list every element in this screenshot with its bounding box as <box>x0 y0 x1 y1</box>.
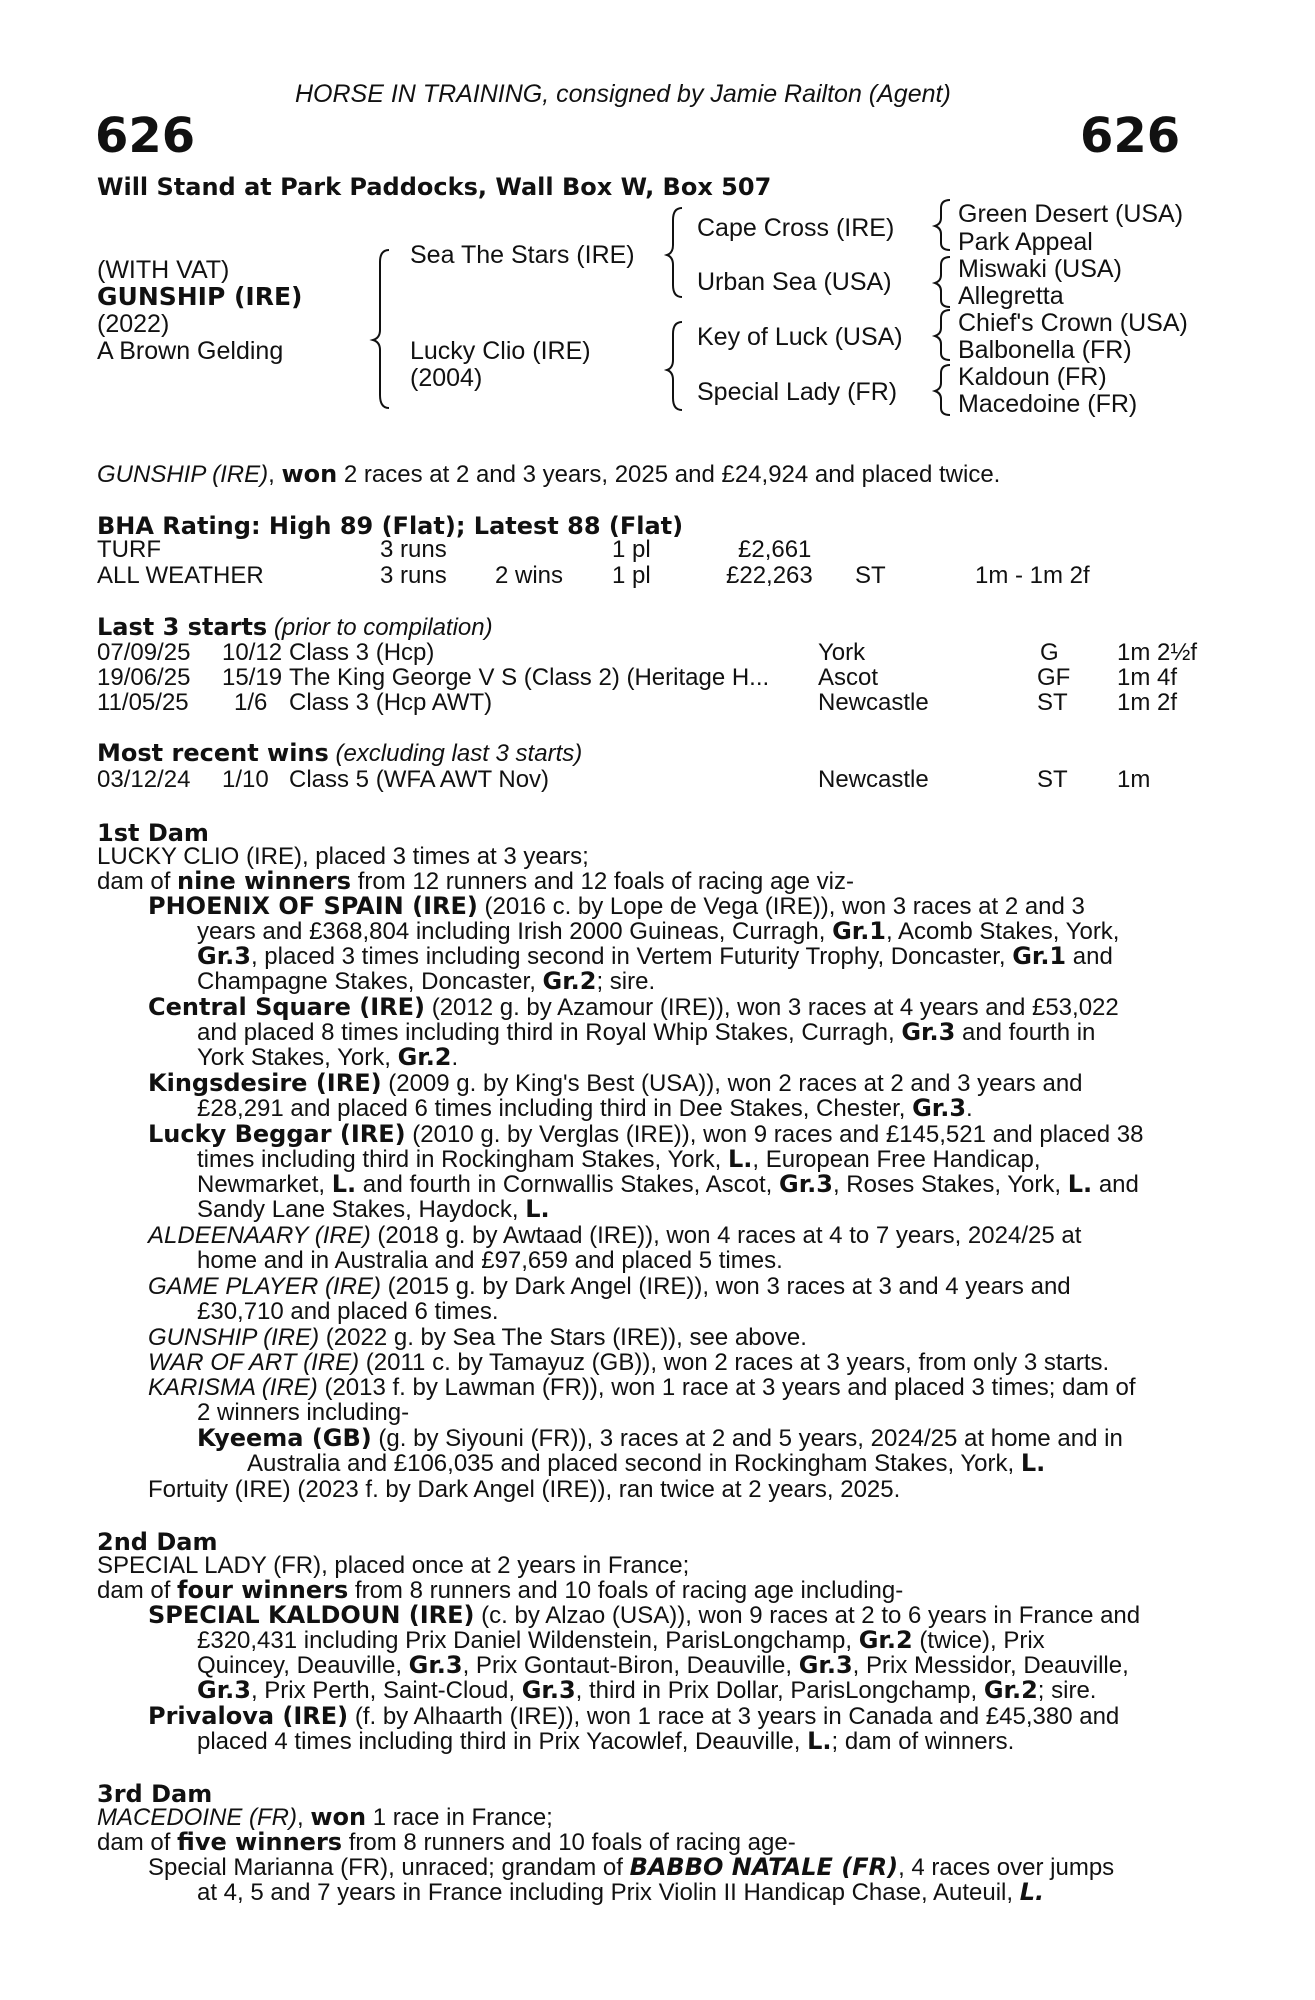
third-dam-line2-a: dam of <box>97 1829 178 1856</box>
war-text1: (2011 c. by Tamayuz (GB)), won 2 races at 3 years, from only 3 starts. <box>359 1349 1110 1376</box>
second-dam-line2-c: from 8 runners and 10 foals of racing age including- <box>348 1577 904 1604</box>
progeny-sk-l3 <box>197 1653 1129 1679</box>
start-1-distance: 1m 2½f <box>1117 639 1198 666</box>
consignor-line: HORSE IN TRAINING, consigned by Jamie Railton (Agent) <box>295 80 951 108</box>
second-dam-heading: 2nd Dam <box>97 1528 218 1556</box>
sm-l1-b: , 4 races over jumps <box>898 1854 1115 1881</box>
kyeema-text1: (g. by Siyouni (FR)), 3 races at 2 and 5 years, 2024/25 at home and in <box>371 1425 1123 1452</box>
lucky-listed-1: L. <box>727 1145 753 1173</box>
lucky-gr3: Gr.3 <box>779 1170 833 1198</box>
win-1-date: 03/12/24 <box>97 766 191 793</box>
progeny-sk-l4 <box>197 1678 1096 1704</box>
pedigree-g1: Green Desert (USA) <box>958 200 1184 228</box>
first-dam-line2-a: dam of <box>97 868 178 895</box>
horse-name: GUNSHIP (IRE) <box>97 282 303 311</box>
sk-gr3d: Gr.3 <box>521 1676 576 1704</box>
progeny-war-name: WAR OF ART (IRE) <box>148 1349 360 1376</box>
lucky-l2-a: times including third in Rockingham Stakes, York, <box>197 1146 728 1173</box>
sk-gr3c: Gr.3 <box>197 1676 251 1704</box>
turf-placed: 1 pl <box>612 536 651 563</box>
stable-location: Will Stand at Park Paddocks, Wall Box W, Box 507 <box>97 173 772 201</box>
second-dam-line2-a: dam of <box>97 1577 178 1604</box>
third-dam-heading: 3rd Dam <box>97 1780 213 1808</box>
horse-description: A Brown Gelding <box>97 337 284 365</box>
start-3-race: Class 3 (Hcp AWT) <box>289 689 493 716</box>
third-dam-line2 <box>97 1830 796 1856</box>
aw-surface: ALL WEATHER <box>97 562 264 589</box>
aw-earnings: £22,263 <box>726 562 813 589</box>
sk-l2-a: £320,431 including Prix Daniel Wildenstein, ParisLongchamp, <box>197 1627 859 1654</box>
start-2-course: Ascot <box>818 664 879 691</box>
progeny-alde-l2: home and in Australia and £97,659 and placed 5 times. <box>197 1247 783 1274</box>
progeny-gunship <box>148 1325 807 1351</box>
sk-text1: (c. by Alzao (USA)), won 9 races at 2 to 6 years in France and <box>474 1602 1141 1629</box>
pedigree-g7: Kaldoun (FR) <box>958 363 1107 391</box>
lucky-l4-a: Sandy Lane Stakes, Haydock, <box>197 1196 526 1223</box>
phoenix-gr1b: Gr.1 <box>1012 942 1067 970</box>
aw-going: ST <box>855 562 886 589</box>
kings-l2-a: £28,291 and placed 6 times including third in Dee Stakes, Chester, <box>197 1095 913 1122</box>
progeny-phoenix-l3 <box>197 944 1113 970</box>
pv-listed: L. <box>807 1727 832 1755</box>
sm-l2-a: at 4, 5 and 7 years in France including Prix Violin II Handicap Chase, Auteuil, <box>197 1879 1020 1906</box>
lucky-l2-b: , European Free Handicap, <box>752 1146 1041 1173</box>
turf-earnings: £2,661 <box>738 536 812 563</box>
lucky-l3-b: and fourth in Cornwallis Stakes, Ascot, <box>356 1171 779 1198</box>
progeny-lucky-l3 <box>197 1172 1139 1198</box>
progeny-sk-name: SPECIAL KALDOUN (IRE) <box>148 1601 475 1629</box>
progeny-sm-l1 <box>148 1855 1114 1881</box>
progeny-kyeema-l2 <box>247 1451 1045 1477</box>
central-l3-a: York Stakes, York, <box>197 1044 398 1071</box>
pedigree-sire: Sea The Stars (IRE) <box>410 241 635 269</box>
win-1-course: Newcastle <box>818 766 929 793</box>
progeny-pv-l2 <box>197 1729 1014 1755</box>
lucky-listed-4: L. <box>525 1195 550 1223</box>
third-dam-sep: , <box>297 1804 311 1831</box>
aw-distance: 1m - 1m 2f <box>975 562 1090 589</box>
phoenix-gr3: Gr.3 <box>197 942 251 970</box>
sk-l4-b: , third in Prix Dollar, ParisLongchamp, <box>575 1677 984 1704</box>
progeny-central-l1 <box>148 995 1119 1021</box>
summary-name: GUNSHIP (IRE) <box>97 461 269 488</box>
third-dam-line1 <box>97 1805 553 1831</box>
progeny-game-name: GAME PLAYER (IRE) <box>148 1273 381 1300</box>
phoenix-l3-a: , placed 3 times including second in Vertem Futurity Trophy, Doncaster, <box>250 943 1013 970</box>
progeny-pv-l1 <box>148 1704 1119 1730</box>
progeny-sk-l1 <box>148 1603 1140 1629</box>
phoenix-l3-b: and <box>1066 943 1113 970</box>
pedigree-g2: Park Appeal <box>958 228 1093 256</box>
recent-wins-title: Most recent wins <box>97 739 329 767</box>
lot-number-left: 626 <box>95 108 196 164</box>
third-dam-winners-count: five winners <box>177 1828 343 1856</box>
progeny-game-l2: £30,710 and placed 6 times. <box>197 1298 499 1325</box>
progeny-kings-name: Kingsdesire (IRE) <box>148 1069 382 1097</box>
race-summary: GUNSHIP (IRE), won 2 races at 2 and 3 years, 2025 and £24,924 and placed twice. <box>97 460 1001 488</box>
start-2-pos: 15/19 <box>222 664 283 691</box>
win-1-race: Class 5 (WFA AWT Nov) <box>289 766 550 793</box>
lucky-l3-d: and <box>1092 1171 1139 1198</box>
turf-runs: 3 runs <box>380 536 447 563</box>
sm-babbo-natale: BABBO NATALE (FR) <box>629 1853 899 1881</box>
win-1-going: ST <box>1037 766 1068 793</box>
sk-gr3b: Gr.3 <box>798 1651 853 1679</box>
first-dam-heading: 1st Dam <box>97 819 209 847</box>
kings-text1: (2009 g. by King's Best (USA)), won 2 races at 2 and 3 years and <box>381 1070 1083 1097</box>
summary-won: won <box>281 460 338 488</box>
lot-number-right: 626 <box>1080 108 1181 164</box>
start-2-date: 19/06/25 <box>97 664 191 691</box>
sk-l4-c: ; sire. <box>1037 1677 1097 1704</box>
progeny-central-name: Central Square (IRE) <box>148 993 426 1021</box>
recent-wins-note: (excluding last 3 starts) <box>328 740 583 767</box>
aw-placed: 1 pl <box>612 562 651 589</box>
progeny-karisma-l1 <box>148 1375 1136 1401</box>
phoenix-gr1: Gr.1 <box>832 917 887 945</box>
vat-status: (WITH VAT) <box>97 256 230 284</box>
start-1-race: Class 3 (Hcp) <box>289 639 435 666</box>
phoenix-gr2: Gr.2 <box>542 967 597 995</box>
pedigree-g8: Macedoine (FR) <box>958 390 1138 418</box>
lucky-text1: (2010 g. by Verglas (IRE)), won 9 races and £145,521 and placed 38 <box>405 1121 1144 1148</box>
progeny-karisma-name: KARISMA (IRE) <box>148 1374 318 1401</box>
start-3-distance: 1m 2f <box>1117 689 1178 716</box>
third-dam-won: won <box>310 1803 367 1831</box>
central-text1: (2012 g. by Azamour (IRE)), won 3 races at 4 years and £53,022 <box>425 994 1119 1021</box>
sk-gr3a: Gr.3 <box>408 1651 463 1679</box>
progeny-kings-l2 <box>197 1096 973 1122</box>
turf-surface: TURF <box>97 536 161 563</box>
second-dam-line1: SPECIAL LADY (FR), placed once at 2 years in France; <box>97 1552 690 1579</box>
first-dam-winners-count: nine winners <box>177 867 352 895</box>
progeny-alde-l1 <box>148 1223 1081 1249</box>
progeny-lucky-l2 <box>197 1147 1041 1173</box>
second-dam-winners-count: four winners <box>177 1576 349 1604</box>
progeny-kyeema-name: Kyeema (GB) <box>197 1424 372 1452</box>
win-1-distance: 1m <box>1117 766 1151 793</box>
third-dam-line1-rest: 1 race in France; <box>366 1804 553 1831</box>
pedigree-g3: Miswaki (USA) <box>958 255 1122 283</box>
phoenix-l2-a: years and £368,804 including Irish 2000 Guineas, Curragh, <box>197 918 833 945</box>
start-1-going: G <box>1040 639 1059 666</box>
pv-l2-b: ; dam of winners. <box>831 1728 1015 1755</box>
kyeema-listed: L. <box>1020 1449 1046 1477</box>
recent-wins-heading <box>97 741 582 767</box>
progeny-phoenix-text1: (2016 c. by Lope de Vega (IRE)), won 3 races at 2 and 3 <box>477 893 1085 920</box>
central-l3-b: . <box>451 1044 459 1071</box>
win-1-pos: 1/10 <box>222 766 269 793</box>
progeny-kings-l1 <box>148 1071 1083 1097</box>
first-dam-line2-c: from 12 runners and 12 foals of racing age viz- <box>351 868 854 895</box>
kings-l2-b: . <box>966 1095 973 1122</box>
first-dam-line1: LUCKY CLIO (IRE), placed 3 times at 3 years; <box>97 843 589 870</box>
start-3-date: 11/05/25 <box>97 689 189 716</box>
phoenix-l4-a: Champagne Stakes, Doncaster, <box>197 968 543 995</box>
aw-runs: 3 runs <box>380 562 447 589</box>
pedigree-g4: Allegretta <box>958 282 1064 310</box>
start-2-distance: 1m 4f <box>1117 664 1178 691</box>
sm-l1-a: Special Marianna (FR), unraced; grandam of <box>148 1854 630 1881</box>
start-3-course: Newcastle <box>818 689 929 716</box>
progeny-lucky-name: Lucky Beggar (IRE) <box>148 1120 406 1148</box>
lucky-l3-c: , Roses Stakes, York, <box>832 1171 1068 1198</box>
first-dam-line2 <box>97 869 854 895</box>
progeny-central-l3 <box>197 1045 458 1071</box>
sk-l3-a: Quincey, Deauville, <box>197 1652 409 1679</box>
start-2-going: GF <box>1037 664 1071 691</box>
kyeema-l2-a: Australia and £106,035 and placed second in Rockingham Stakes, York, <box>247 1450 1021 1477</box>
sk-l2-b: (twice), Prix <box>912 1627 1045 1654</box>
central-l2-a: and placed 8 times including third in Royal Whip Stakes, Curragh, <box>197 1019 902 1046</box>
central-gr3: Gr.3 <box>901 1018 956 1046</box>
second-dam-line2 <box>97 1578 903 1604</box>
last-starts-note: (prior to compilation) <box>267 614 493 641</box>
start-1-pos: 10/12 <box>222 639 283 666</box>
sk-l3-b: , Prix Gontaut-Biron, Deauville, <box>462 1652 799 1679</box>
progeny-gunship-name: GUNSHIP (IRE) <box>148 1324 320 1351</box>
central-gr2: Gr.2 <box>397 1043 452 1071</box>
progeny-karisma-l2: 2 winners including- <box>197 1399 410 1426</box>
progeny-phoenix-l1 <box>148 894 1085 920</box>
progeny-phoenix-name: PHOENIX OF SPAIN (IRE) <box>148 892 478 920</box>
sk-l3-c: , Prix Messidor, Deauville, <box>852 1652 1129 1679</box>
pedigree-dam-sire: Key of Luck (USA) <box>697 323 903 351</box>
pedigree-g6: Balbonella (FR) <box>958 336 1132 364</box>
progeny-war <box>148 1350 1109 1376</box>
pedigree-dam-dam: Special Lady (FR) <box>697 378 898 406</box>
sm-listed: L. <box>1019 1878 1045 1906</box>
lucky-l3-a: Newmarket, <box>197 1171 332 1198</box>
horse-year: (2022) <box>97 310 170 338</box>
pv-text1: (f. by Alhaarth (IRE)), won 1 race at 3 years in Canada and £45,380 and <box>348 1703 1120 1730</box>
progeny-kyeema-l1 <box>197 1426 1123 1452</box>
phoenix-l2-b: , Acomb Stakes, York, <box>886 918 1120 945</box>
progeny-sm-l2 <box>197 1880 1044 1906</box>
kings-gr3: Gr.3 <box>912 1094 967 1122</box>
last-starts-heading <box>97 615 493 641</box>
bha-rating-heading: BHA Rating: High 89 (Flat); Latest 88 (Flat) <box>97 512 684 540</box>
game-text1: (2015 g. by Dark Angel (IRE)), won 3 races at 3 and 4 years and <box>380 1273 1071 1300</box>
karisma-text1: (2013 f. by Lawman (FR)), won 1 race at 3 years and placed 3 times; dam of <box>317 1374 1136 1401</box>
sk-gr2b: Gr.2 <box>983 1676 1038 1704</box>
start-3-going: ST <box>1037 689 1068 716</box>
last-starts-title: Last 3 starts <box>97 613 268 641</box>
progeny-fortuity: Fortuity (IRE) (2023 f. by Dark Angel (IRE)), ran twice at 2 years, 2025. <box>148 1476 901 1503</box>
progeny-pv-name: Privalova (IRE) <box>148 1702 349 1730</box>
summary-rest: 2 races at 2 and 3 years, 2025 and £24,924 and placed twice. <box>337 461 1001 488</box>
progeny-game-l1 <box>148 1274 1071 1300</box>
progeny-phoenix-l2 <box>197 919 1119 945</box>
progeny-alde-name: ALDEENAARY (IRE) <box>148 1222 371 1249</box>
central-l2-b: and fourth in <box>955 1019 1096 1046</box>
progeny-central-l2 <box>197 1020 1095 1046</box>
sk-gr2: Gr.2 <box>858 1626 913 1654</box>
alde-text1: (2018 g. by Awtaad (IRE)), won 4 races at 4 to 7 years, 2024/25 at <box>370 1222 1082 1249</box>
pedigree-g5: Chief's Crown (USA) <box>958 309 1188 337</box>
start-2-race: The King George V S (Class 2) (Heritage H... <box>289 664 770 691</box>
pedigree-sire-sire: Cape Cross (IRE) <box>697 214 895 242</box>
pedigree-sire-dam: Urban Sea (USA) <box>697 268 892 296</box>
lucky-listed-3: L. <box>1067 1170 1093 1198</box>
start-3-pos: 1/6 <box>234 689 268 716</box>
start-1-date: 07/09/25 <box>97 639 191 666</box>
progeny-phoenix-l4 <box>197 969 655 995</box>
lucky-listed-2: L. <box>331 1170 357 1198</box>
third-dam-name: MACEDOINE (FR) <box>97 1804 297 1831</box>
progeny-sk-l2 <box>197 1628 1045 1654</box>
aw-wins: 2 wins <box>495 562 564 589</box>
third-dam-line2-c: from 8 runners and 10 foals of racing age- <box>342 1829 796 1856</box>
phoenix-l4-b: ; sire. <box>596 968 656 995</box>
gunship-text1: (2022 g. by Sea The Stars (IRE)), see above. <box>319 1324 807 1351</box>
sk-l4-a: , Prix Perth, Saint-Cloud, <box>250 1677 522 1704</box>
pv-l2-a: placed 4 times including third in Prix Yacowlef, Deauville, <box>197 1728 808 1755</box>
start-1-course: York <box>818 639 866 666</box>
pedigree-dam: Lucky Clio (IRE) <box>410 337 591 365</box>
pedigree-dam-year: (2004) <box>410 364 483 392</box>
progeny-lucky-l1 <box>148 1122 1143 1148</box>
progeny-lucky-l4 <box>197 1197 550 1223</box>
